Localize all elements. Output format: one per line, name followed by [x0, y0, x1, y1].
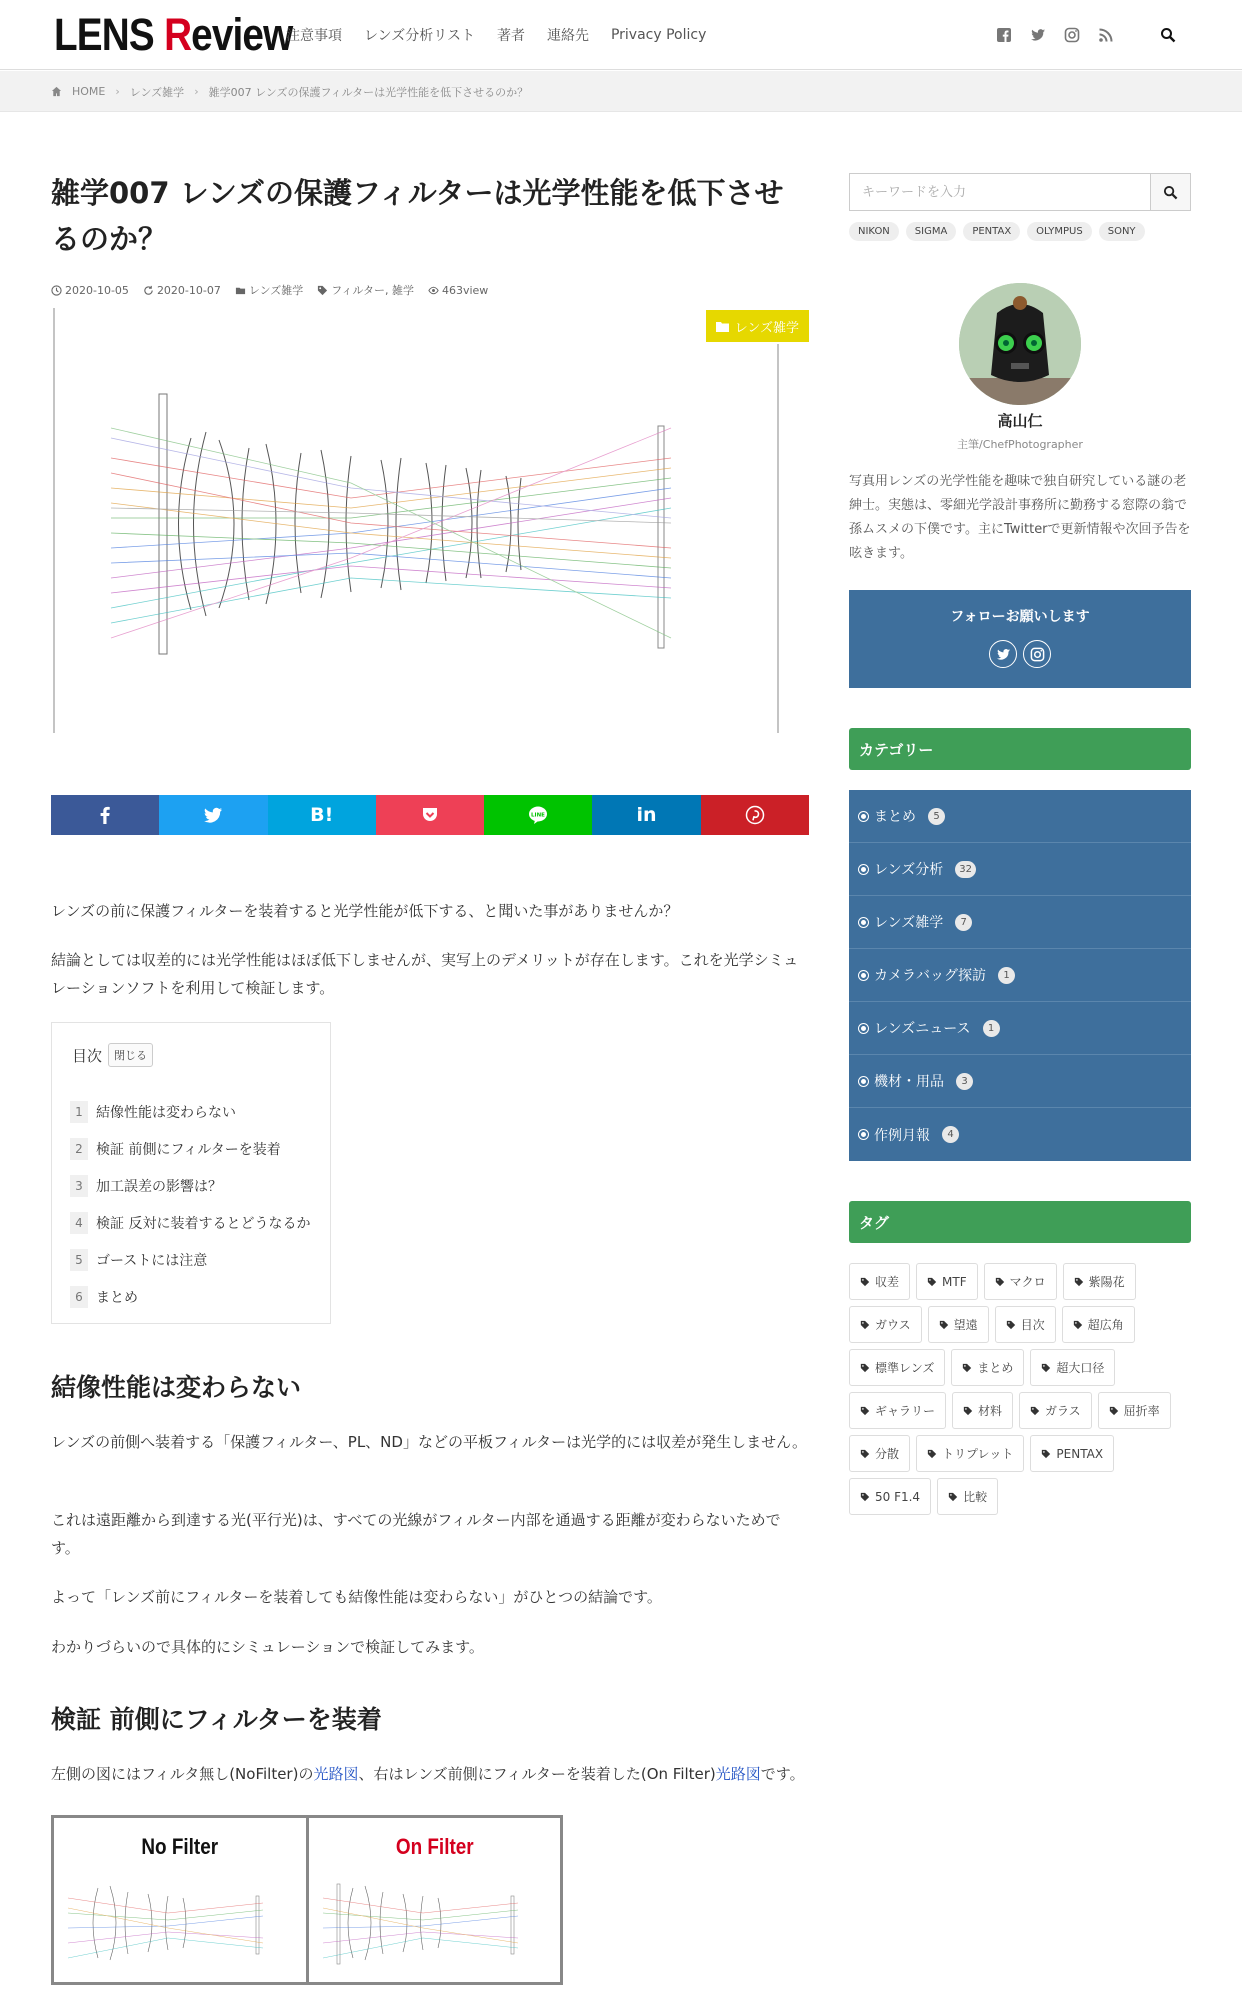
section2-paragraph-1: 左側の図にはフィルタ無し(NoFilter)の光路図、右はレンズ前側にフィルターを装着した(On Filter)光路図です。 [51, 1765, 805, 1783]
on-filter-ray-diagram [323, 1868, 541, 1978]
tag-label: PENTAX [1056, 1446, 1104, 1461]
eye-icon [428, 285, 439, 296]
tag-item[interactable] [1030, 1435, 1114, 1472]
logo-text-eview: eview [191, 9, 293, 60]
tag-icon [963, 1406, 973, 1416]
breadcrumb-bar [0, 71, 1242, 112]
tag-icon [860, 1320, 870, 1330]
breadcrumb-current: 雑学007 レンズの保護フィルターは光学性能を低下させるのか？ [208, 85, 529, 99]
toc-item[interactable]: 6 まとめ [70, 1278, 310, 1315]
tag-icon [948, 1492, 958, 1502]
tag-item[interactable] [952, 1392, 1013, 1429]
tag-icon [1041, 1449, 1051, 1459]
section1-paragraph-1: レンズの前側へ装着する「保護フィルター、PL、ND」などの平板フィルターは光学的には収差が発生しません。 [51, 1433, 808, 1451]
tag-label: 目次 [1020, 1318, 1045, 1332]
nav-item-author[interactable]: 著者 [496, 28, 525, 44]
tag-label: MTF [942, 1274, 967, 1289]
toc-title: 目次 [72, 1046, 103, 1065]
breadcrumb-home[interactable]: HOME [72, 85, 106, 98]
no-filter-ray-diagram [68, 1868, 286, 1978]
tag-icon [1041, 1363, 1051, 1373]
tag-icon [1030, 1406, 1040, 1416]
tag-label: 超広角 [1087, 1318, 1124, 1332]
hero-category-badge[interactable] [706, 310, 809, 342]
main-nav [286, 0, 706, 70]
linkedin-icon: in [636, 804, 657, 826]
tag-widget-title: タグ [849, 1201, 1191, 1243]
tag-icon [927, 1449, 937, 1459]
author-name: 高山仁 [997, 412, 1043, 430]
tag-label: ギャラリー [875, 1404, 936, 1418]
toc-header [72, 1043, 153, 1067]
category-list [849, 790, 1191, 1161]
clock-icon [51, 285, 62, 296]
tag-item[interactable] [937, 1478, 998, 1515]
follow-instagram-button[interactable] [1023, 640, 1051, 668]
author-description: 写真用レンズの光学性能を趣味で独自研究している謎の老紳士。実態は、零細光学設計事務所に勤務する窓際の翁で孫ムスメの下僕です。主にTwitterで更新情報や次回予告を呟きます。 [849, 474, 1191, 561]
breadcrumb-category[interactable]: レンズ雑学 [129, 85, 185, 99]
tag-icon [962, 1363, 972, 1373]
tag-item[interactable] [995, 1306, 1056, 1343]
search-icon [1163, 185, 1178, 200]
share-pinterest-button[interactable] [701, 795, 809, 835]
category-item[interactable]: 機材・用品 3 [849, 1055, 1191, 1108]
home-icon [51, 86, 62, 97]
tag-item[interactable] [849, 1478, 931, 1515]
tag-item[interactable] [1019, 1392, 1092, 1429]
tag-icon [317, 285, 328, 296]
toc-item[interactable]: 2 検証 前側にフィルターを装着 [70, 1130, 310, 1167]
follow-twitter-button[interactable] [989, 640, 1017, 668]
tag-label: 材料 [978, 1404, 1003, 1418]
filter-comparison-image [51, 1815, 563, 1985]
article-meta [51, 282, 488, 298]
logo-text-lens: LENS [54, 9, 154, 60]
rss-icon[interactable] [1098, 27, 1114, 43]
category-item[interactable]: レンズニュース 1 [849, 1002, 1191, 1055]
tag-label: 比較 [963, 1490, 988, 1504]
tag-item[interactable] [849, 1263, 910, 1300]
toc-item[interactable]: 5 ゴーストには注意 [70, 1241, 310, 1278]
meta-category[interactable]: レンズ雑学 [235, 282, 303, 298]
tag-item[interactable] [984, 1263, 1057, 1300]
tag-icon [860, 1277, 870, 1287]
category-widget-title: カテゴリー [849, 728, 1191, 770]
tag-icon [860, 1492, 870, 1502]
toc-list [70, 1093, 310, 1315]
updated-date: 2020-10-07 [143, 284, 221, 297]
circle-icon [859, 1077, 868, 1086]
instagram-icon[interactable] [1064, 27, 1080, 43]
share-buttons [51, 795, 809, 835]
tag-icon [860, 1363, 870, 1373]
sidebar-search [849, 173, 1191, 211]
published-date: 2020-10-05 [51, 284, 129, 297]
breadcrumb [51, 71, 528, 112]
category-item[interactable]: レンズ分析 32 [849, 843, 1191, 896]
nav-item-contact[interactable]: 連絡先 [546, 28, 589, 44]
toc-close-button[interactable]: 閉じる [108, 1043, 153, 1067]
category-item[interactable]: レンズ雑学 7 [849, 896, 1191, 949]
tag-item[interactable] [1063, 1263, 1136, 1300]
toc-item[interactable]: 3 加工誤差の影響は？ [70, 1167, 310, 1204]
tag-label: トリプレット [942, 1447, 1014, 1461]
section-heading-2: 検証 前側にフィルターを装着 [51, 1705, 382, 1734]
chevron-right-icon: › [115, 85, 120, 98]
circle-icon [859, 1024, 868, 1033]
folder-icon [235, 285, 246, 296]
tag-label: 収差 [875, 1275, 900, 1289]
no-filter-panel [54, 1818, 306, 1982]
brand-tag-list [849, 222, 1145, 241]
tag-icon [1074, 1277, 1084, 1287]
optical-path-link-2[interactable]: 光路図 [715, 1765, 761, 1783]
meta-tags[interactable]: フィルター, 雑学 [317, 282, 414, 298]
tag-label: 屈折率 [1123, 1404, 1160, 1418]
tag-label: マクロ [1009, 1275, 1046, 1289]
optical-path-link-1[interactable]: 光路図 [313, 1765, 359, 1783]
pocket-icon [419, 804, 441, 826]
tag-item[interactable] [951, 1349, 1024, 1386]
twitter-icon [996, 647, 1011, 662]
on-filter-label: On Filter [395, 1834, 474, 1859]
category-item[interactable]: 作例月報 4 [849, 1108, 1191, 1161]
header-social-icons [996, 0, 1176, 70]
instagram-icon [1030, 647, 1045, 662]
folder-icon [716, 321, 729, 332]
hatena-icon: B! [310, 804, 334, 826]
section1-paragraph-2: これは遠距離から到達する光(平行光)は、すべての光線がフィルター内部を通過する距離が変わらないためです。 [51, 1511, 781, 1557]
tag-item[interactable] [849, 1349, 945, 1386]
follow-box [849, 590, 1191, 688]
hero-image [51, 308, 809, 736]
circle-icon [859, 865, 868, 874]
category-item[interactable]: カメラバッグ探訪 1 [849, 949, 1191, 1002]
circle-icon [859, 971, 868, 980]
tag-item[interactable] [916, 1435, 1024, 1472]
tag-item[interactable] [1062, 1306, 1135, 1343]
twitter-icon [202, 804, 224, 826]
brand-tag[interactable]: SIGMA [906, 222, 957, 241]
tag-item[interactable] [928, 1306, 989, 1343]
svg-text:LINE: LINE [531, 812, 546, 819]
follow-title: フォローお願いします [950, 609, 1090, 625]
toc-item[interactable]: 1 結像性能は変わらない [70, 1093, 310, 1130]
share-facebook-button[interactable] [51, 795, 159, 835]
follow-icons [849, 640, 1191, 668]
tag-label: 標準レンズ [875, 1361, 935, 1375]
article-title: 雑学007 レンズの保護フィルターは光学性能を低下させるのか？ [51, 176, 784, 256]
tag-cloud [849, 1263, 1191, 1515]
share-hatena-button[interactable] [268, 795, 376, 835]
tag-icon [860, 1449, 870, 1459]
lens-ray-diagram [51, 308, 809, 736]
tag-item[interactable] [1098, 1392, 1171, 1429]
tag-label: まとめ [977, 1361, 1014, 1375]
tag-label: ガウス [875, 1318, 911, 1332]
on-filter-panel [306, 1818, 561, 1982]
brand-tag[interactable]: SONY [1099, 222, 1145, 241]
share-line-button[interactable] [484, 795, 592, 835]
nav-item-lens-list[interactable]: レンズ分析リスト [364, 28, 475, 44]
facebook-icon[interactable] [996, 27, 1012, 43]
refresh-icon [143, 285, 154, 296]
tag-item[interactable] [1030, 1349, 1115, 1386]
circle-icon [859, 918, 868, 927]
pinterest-icon [744, 804, 766, 826]
author-role: 主筆/ChefPhotographer [957, 438, 1083, 451]
line-icon [527, 804, 549, 826]
tag-label: 50 F1.4 [875, 1489, 921, 1504]
intro-paragraph-1: レンズの前に保護フィルターを装着すると光学性能が低下する、と聞いた事がありませんか？ [51, 902, 679, 920]
tag-icon [1109, 1406, 1119, 1416]
tag-label: 超大口径 [1056, 1361, 1105, 1375]
brand-tag[interactable]: OLYMPUS [1027, 222, 1092, 241]
tag-item[interactable] [849, 1435, 910, 1472]
tag-item[interactable] [849, 1392, 946, 1429]
tag-item[interactable] [916, 1263, 978, 1300]
share-twitter-button[interactable] [159, 795, 267, 835]
tag-label: 紫陽花 [1088, 1275, 1125, 1289]
tag-icon [1006, 1320, 1016, 1330]
tag-icon [1073, 1320, 1083, 1330]
search-input[interactable] [850, 174, 1150, 210]
chevron-right-icon: › [194, 85, 199, 98]
circle-icon [859, 812, 868, 821]
facebook-icon [94, 804, 116, 826]
brand-tag[interactable]: PENTAX [963, 222, 1020, 241]
nav-item-notes[interactable]: 注意事項 [286, 28, 342, 44]
share-pocket-button[interactable] [376, 795, 484, 835]
toc-item[interactable]: 4 検証 反対に装着するとどうなるか [70, 1204, 310, 1241]
twitter-icon[interactable] [1030, 27, 1046, 43]
tag-label: 望遠 [953, 1318, 978, 1332]
author-avatar [959, 283, 1081, 405]
tag-label: ガラス [1045, 1404, 1081, 1418]
hero-badge-label: レンズ雑学 [734, 320, 799, 336]
tag-label: 分散 [875, 1447, 900, 1461]
circle-icon [859, 1130, 868, 1139]
tag-icon [939, 1320, 949, 1330]
section1-paragraph-4: わかりづらいので具体的にシミュレーションで検証してみます。 [51, 1638, 484, 1656]
section1-paragraph-3: よって「レンズ前にフィルターを装着しても結像性能は変わらない」がひとつの結論です。 [51, 1588, 662, 1606]
logo-text-r: R [164, 9, 192, 60]
category-item[interactable]: まとめ 5 [849, 790, 1191, 843]
meta-views: 463view [428, 284, 488, 297]
search-icon[interactable] [1160, 27, 1176, 43]
search-button[interactable] [1150, 174, 1190, 210]
site-logo[interactable] [54, 8, 292, 62]
no-filter-label: No Filter [141, 1834, 219, 1859]
site-header [0, 0, 1242, 70]
tag-icon [995, 1277, 1005, 1287]
share-linkedin-button[interactable] [592, 795, 700, 835]
table-of-contents [51, 1022, 331, 1324]
tag-icon [927, 1277, 937, 1287]
tag-icon [860, 1406, 870, 1416]
nav-item-privacy[interactable]: Privacy Policy [610, 27, 707, 43]
tag-item[interactable] [849, 1306, 922, 1343]
intro-paragraph-2: 結論としては収差的には光学性能はほぼ低下しませんが、実写上のデメリットが存在します。これを光学シミュレーションソフトを利用して検証します。 [51, 951, 799, 997]
brand-tag[interactable]: NIKON [849, 222, 899, 241]
section-heading-1: 結像性能は変わらない [51, 1373, 302, 1402]
